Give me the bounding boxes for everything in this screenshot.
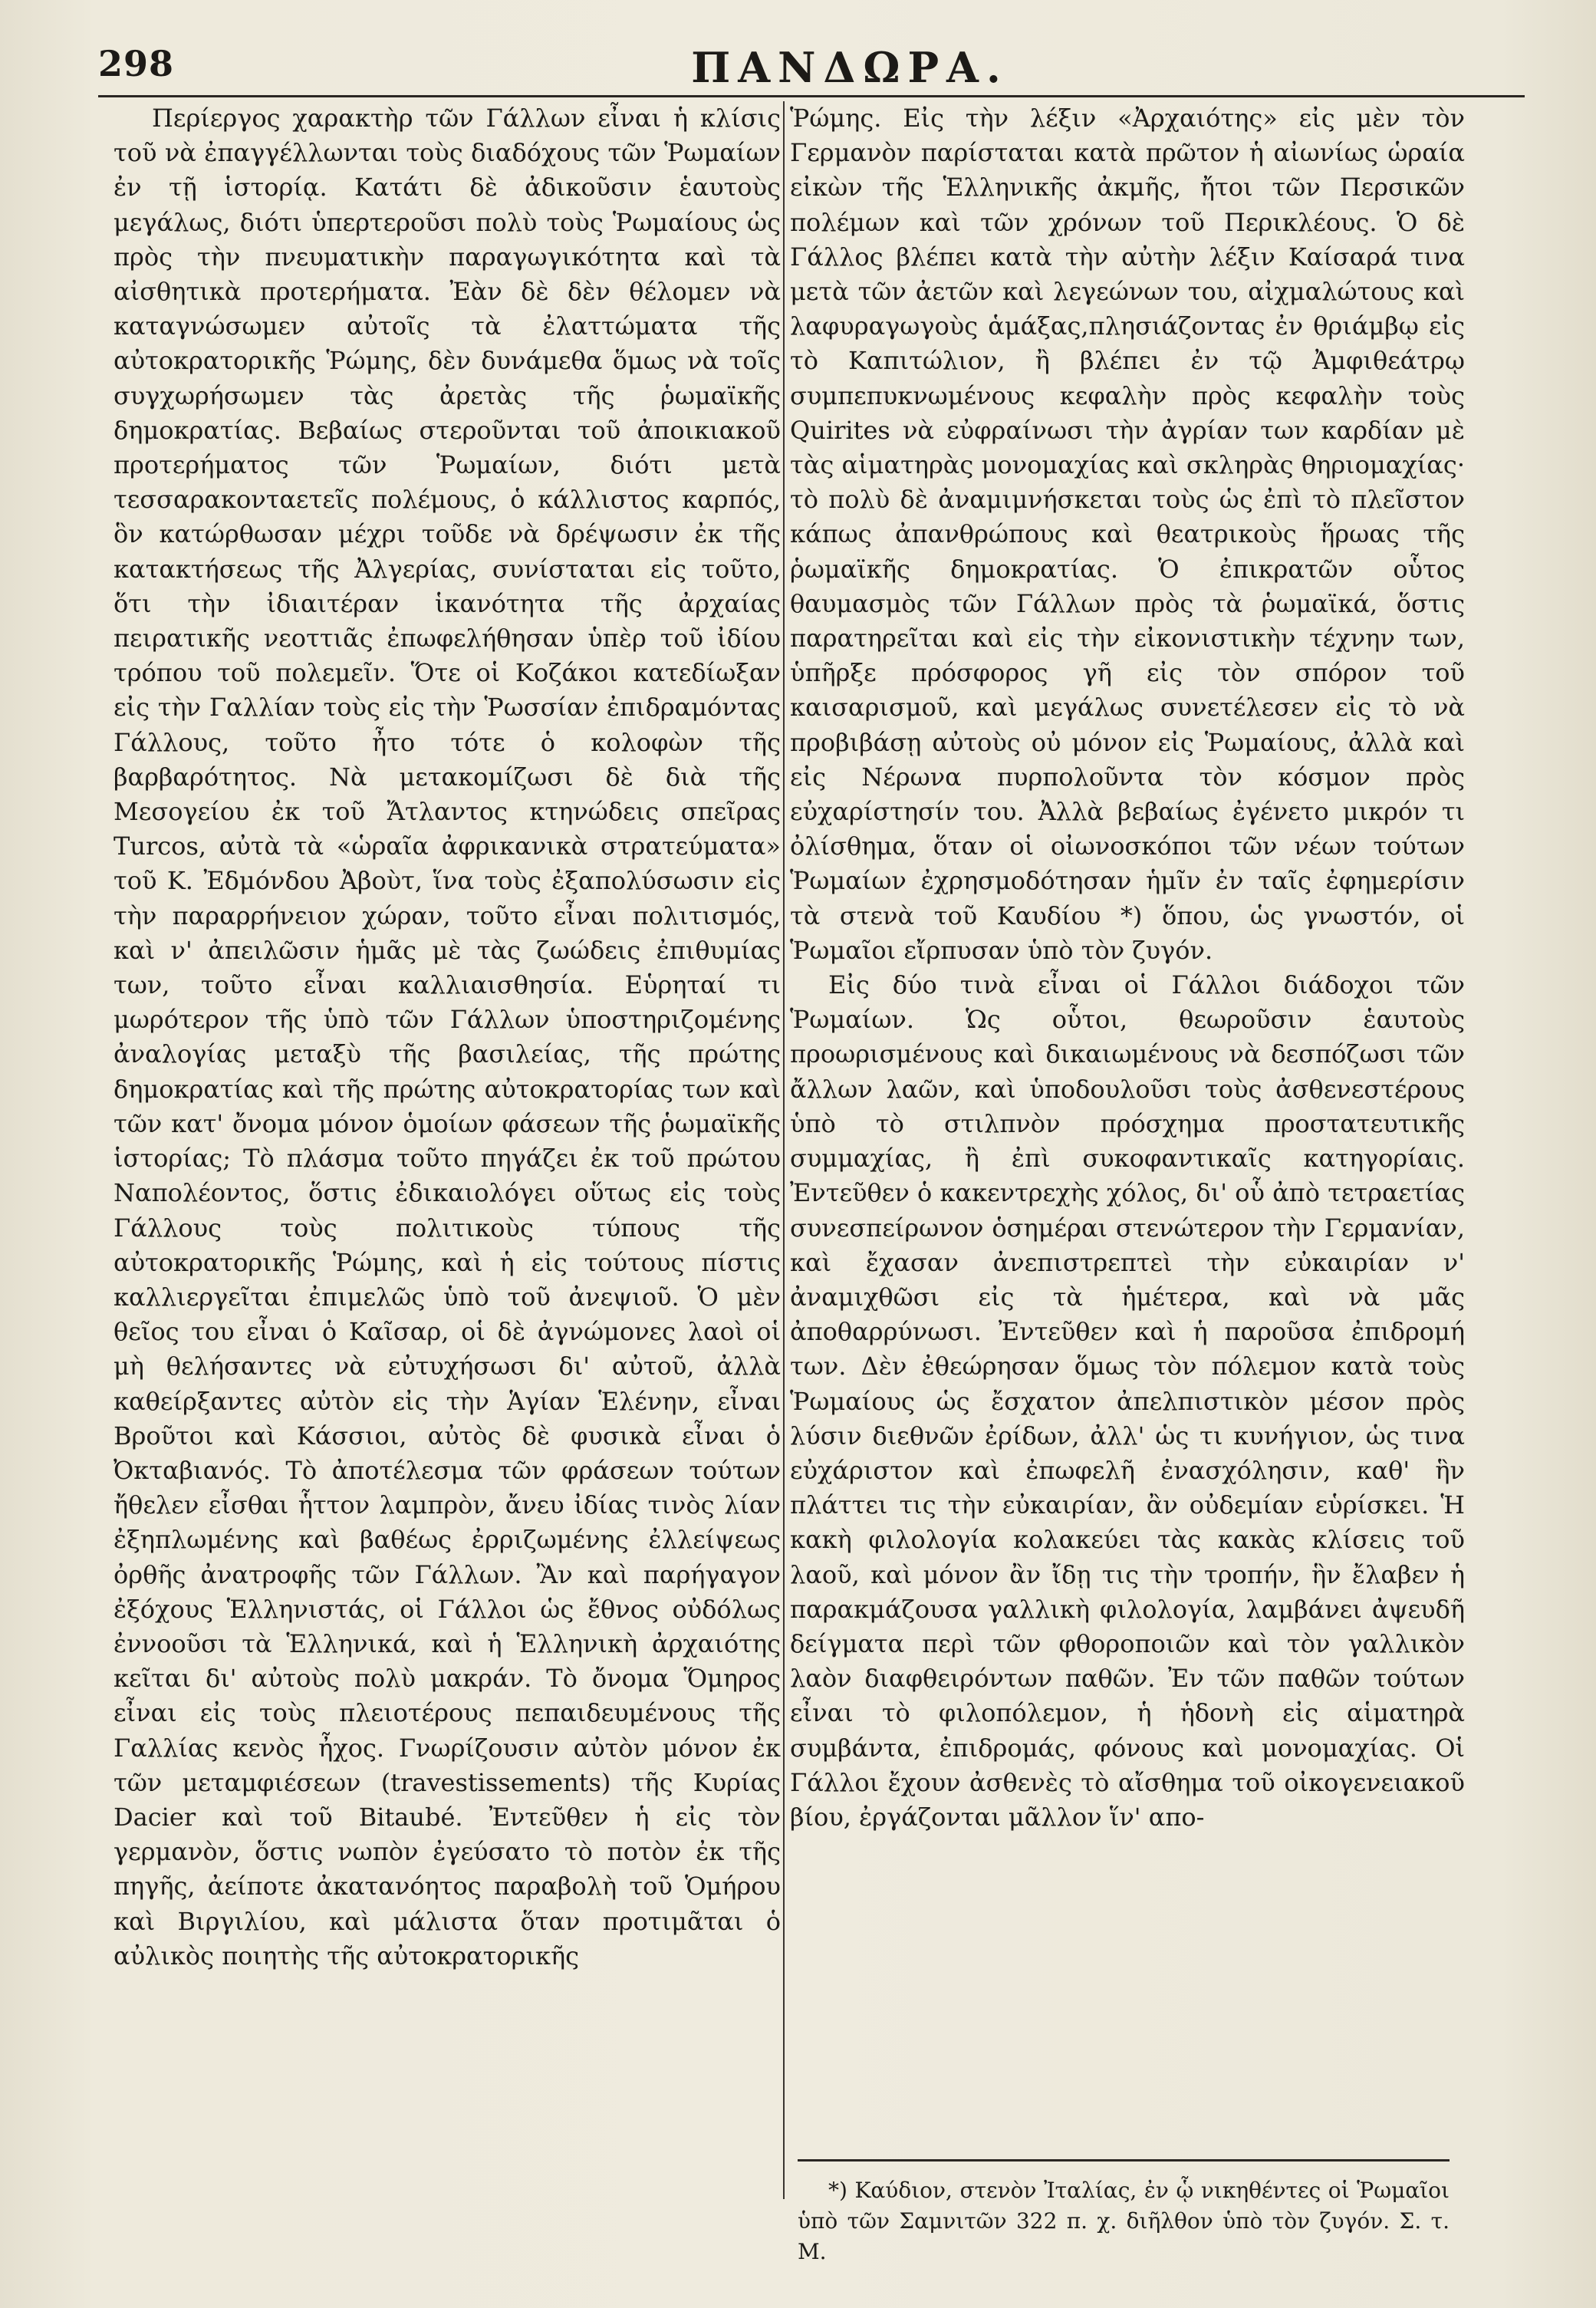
footnote-rule — [798, 2159, 1450, 2161]
column-divider — [783, 101, 785, 2199]
right-paragraph-2: Εἰς δύο τινὰ εἶναι οἱ Γάλλοι διάδοχοι τῶν Ῥωμαίων. Ὡς οὗτοι, θεωροῦσιν ἑαυτοὺς προωρισμένους καὶ δικαιωμένους νὰ δεσπόζωσι τῶν ἄλλων λαῶν, καὶ ὑποδουλοῦσι τοὺς ἀσθενεστέρους ὑπὸ τὸ στιλπνὸν πρόσχημα προστατευτικῆς συμμαχίας, ἢ ἐπὶ συκοφαντικαῖς κατηγορίαις. Ἐντεῦθεν ὁ κακεντρεχὴς χόλος, δι' οὗ ἀπὸ τετραετίας συνεσπείρωνον ὁσημέραι στενώτερον τὴν Γερμανίαν, καὶ ἔχασαν ἀνεπιστρεπτεὶ τὴν εὐκαιρίαν ν' ἀναμιχθῶσι εἰς τὰ ἡμέτερα, καὶ νὰ μᾶς ἀποθαρρύνωσι. Ἐντεῦθεν καὶ ἡ παροῦσα ἐπιδρομή των. Δὲν ἐθεώρησαν ὅμως τὸν πόλεμον κατὰ τοὺς Ῥωμαίους ὡς ἔσχατον ἀπελπιστικὸν μέσον πρὸς λύσιν διεθνῶν ἐρίδων, ἀλλ' ὡς τι κυνήγιον, ὡς τινα εὐχάριστον καὶ ἐπωφελῆ ἐνασχόλησιν, καθ' ἣν πλάττει τις τὴν εὐκαιρίαν, ἂν οὐδεμίαν εὑρίσκει. Ἡ κακὴ φιλολογία κολακεύει τὰς κακὰς κλίσεις τοῦ λαοῦ, καὶ μόνον ἂν ἴδῃ τις τὴν τροπήν, ἣν ἔλαβεν ἡ παρακμάζουσα γαλλικὴ φιλολογία, λαμβάνει ἀψευδῆ δείγματα περὶ τῶν φθοροποιῶν καὶ τὸν γαλλικὸν λαὸν διαφθειρόντων παθῶν. Ἐν τῶν παθῶν τούτων εἶναι τὸ φιλοπόλεμον, ἡ ἡδονὴ εἰς αἱματηρὰ συμβάντα, ἐπιδρομάς, φόνους καὶ μονομαχίας. Οἱ Γάλλοι ἔχουν ἀσθενὲς τὸ αἴσθημα τοῦ οἰκογενειακοῦ βίου, ἐργάζονται μᾶλλον ἵν' απο- — [790, 970, 1465, 1832]
right-paragraph-1: Ῥώμης. Εἰς τὴν λέξιν «Ἀρχαιότης» εἰς μὲν τὸν Γερμανὸν παρίσταται κατὰ πρῶτον ἡ αἰωνίως ὡραία εἰκὼν τῆς Ἑλληνικῆς ἀκμῆς, ἤτοι τῶν Περσικῶν πολέμων καὶ τῶν χρόνων τοῦ Περικλέους. Ὁ δὲ Γάλλος βλέπει κατὰ τὴν αὐτὴν λέξιν Καίσαρά τινα μετὰ τῶν ἀετῶν καὶ λεγεώνων του, αἰχμαλώτους καὶ λαφυραγωγοὺς ἁμάξας,πλησιάζοντας ἐν θριάμβῳ εἰς τὸ Καπιτώλιον, ἢ βλέπει ἐν τῷ Ἀμφιθεάτρῳ συμπεπυκνωμένους κεφαλὴν πρὸς κεφαλὴν τοὺς Quirites νὰ εὐφραίνωσι τὴν ἀγρίαν των καρδίαν μὲ τὰς αἱματηρὰς μονομαχίας καὶ σκληρὰς θηριομαχίας· τὸ πολὺ δὲ ἀναμιμνήσκεται τοὺς ὡς ἐπὶ τὸ πλεῖστον κάπως ἀπανθρώπους καὶ θεατρικοὺς ἥρωας τῆς ῥωμαϊκῆς δημοκρατίας. Ὁ ἐπικρατῶν οὗτος θαυμασμὸς τῶν Γάλλων πρὸς τὰ ῥωμαϊκά, ὅστις παρατηρεῖται καὶ εἰς τὴν εἰκονιστικὴν τέχνην των, ὑπῆρξε πρόσφορος γῆ εἰς τὸν σπόρον τοῦ καισαρισμοῦ, καὶ μεγάλως συνετέλεσεν εἰς τὸ νὰ προβιβάσῃ αὐτοὺς οὐ μόνον εἰς Ῥωμαίους, ἀλλὰ καὶ εἰς Νέρωνα πυρπολοῦντα τὸν κόσμον πρὸς εὐχαρίστησίν του. Ἀλλὰ βεβαίως ἐγένετο μικρόν τι ὀλίσθημα, ὅταν οἱ οἰωνοσκόποι τῶν νέων τούτων Ῥωμαίων ἐχρησμοδότησαν ἡμῖν ἐν ταῖς ἐφημερίσιν τὰ στενὰ τοῦ Καυδίου *) ὅπου, ὡς γνωστόν, οἱ Ῥωμαῖοι εἴρπυσαν ὑπὸ τὸν ζυγόν. — [790, 104, 1465, 965]
header-rule — [98, 95, 1525, 97]
page-number: 298 — [98, 43, 175, 84]
footnote-text: *) Καύδιον, στενὸν Ἰταλίας, ἐν ᾧ νικηθέντες οἱ Ῥωμαῖοι ὑπὸ τῶν Σαμνιτῶν 322 π. χ. διῆλθον ὑπὸ τὸν ζυγόν. Σ. τ. Μ. — [798, 2178, 1450, 2264]
left-paragraph-1: Περίεργος χαρακτὴρ τῶν Γάλλων εἶναι ἡ κλίσις τοῦ νὰ ἐπαγγέλλωνται τοὺς διαδόχους τῶν Ῥωμαίων ἐν τῇ ἱστορίᾳ. Κατάτι δὲ ἀδικοῦσιν ἑαυτοὺς μεγάλως, διότι ὑπερτεροῦσι πολὺ τοὺς Ῥωμαίους ὡς πρὸς τὴν πνευματικὴν παραγωγικότητα καὶ τὰ αἰσθητικὰ προτερήματα. Ἐὰν δὲ δὲν θέλομεν νὰ καταγνώσωμεν αὐτοῖς τὰ ἐλαττώματα τῆς αὐτοκρατορικῆς Ῥώμης, δὲν δυνάμεθα ὅμως νὰ τοῖς συγχωρήσωμεν τὰς ἀρετὰς τῆς ῥωμαϊκῆς δημοκρατίας. Βεβαίως στεροῦνται τοῦ ἀποικιακοῦ προτερήματος τῶν Ῥωμαίων, διότι μετὰ τεσσαρακονταετεῖς πολέμους, ὁ κάλλιστος καρπός, ὃν κατώρθωσαν μέχρι τοῦδε νὰ δρέψωσιν ἐκ τῆς κατακτήσεως τῆς Ἀλγερίας, συνίσταται εἰς τοῦτο, ὅτι τὴν ἰδιαιτέραν ἱκανότητα τῆς ἀρχαίας πειρατικῆς νεοττιᾶς ἐπωφελήθησαν ὑπὲρ τοῦ ἰδίου τρόπου τοῦ πολεμεῖν. Ὅτε οἱ Κοζάκοι κατεδίωξαν εἰς τὴν Γαλλίαν τοὺς εἰς τὴν Ῥωσσίαν ἐπιδραμόντας Γάλλους, τοῦτο ἦτο τότε ὁ κολοφὼν τῆς βαρβαρότητος. Νὰ μετακομίζωσι δὲ διὰ τῆς Μεσογείου ἐκ τοῦ Ἄτλαντος κτηνώδεις σπεῖρας Turcos, αὐτὰ τὰ «ὡραῖα ἀφρικανικὰ στρατεύματα» τοῦ Κ. Ἐδμόνδου Ἀβοὺτ, ἵνα τοὺς ἐξαπολύσωσιν εἰς τὴν παραρρήνειον χώραν, τοῦτο εἶναι πολιτισμός, καὶ ν' ἀπειλῶσιν ἡμᾶς μὲ τὰς ζωώδεις ἐπιθυμίας των, τοῦτο εἶναι καλλιαισθησία. Εὑρηταί τι μωρότερον τῆς ὑπὸ τῶν Γάλλων ὑποστηριζομένης ἀναλογίας μεταξὺ τῆς βασιλείας, τῆς πρώτης δημοκρατίας καὶ τῆς πρώτης αὐτοκρατορίας των καὶ τῶν κατ' ὄνομα μόνον ὁμοίων φάσεων τῆς ῥωμαϊκῆς ἱστορίας; Τὸ πλάσμα τοῦτο πηγάζει ἐκ τοῦ πρώτου Ναπολέοντος, ὅστις ἐδικαιολόγει οὕτως εἰς τοὺς Γάλλους τοὺς πολιτικοὺς τύπους τῆς αὐτοκρατορικῆς Ῥώμης, καὶ ἡ εἰς τούτους πίστις καλλιεργεῖται ἐπιμελῶς ὑπὸ τοῦ ἀνεψιοῦ. Ὁ μὲν θεῖος του εἶναι ὁ Καῖσαρ, οἱ δὲ ἀγνώμονες λαοὶ οἱ μὴ θελήσαντες νὰ εὐτυχήσωσι δι' αὐτοῦ, ἀλλὰ καθείρξαντες αὐτὸν εἰς τὴν Ἁγίαν Ἑλένην, εἶναι Βροῦτοι καὶ Κάσσιοι, αὐτὸς δὲ φυσικὰ εἶναι ὁ Ὀκταβιανός. Τὸ ἀποτέλεσμα τῶν φράσεων τούτων ἤθελεν εἶσθαι ἧττον λαμπρὸν, ἄνευ ἰδίας τινὸς λίαν ἐξηπλωμένης καὶ βαθέως ἐρριζωμένης ἐλλείψεως ὀρθῆς ἀνατροφῆς τῶν Γάλλων. Ἂν καὶ παρήγαγον ἐξόχους Ἑλληνιστάς, οἱ Γάλλοι ὡς ἔθνος οὐδόλως ἐννοοῦσι τὰ Ἑλληνικά, καὶ ἡ Ἑλληνικὴ ἀρχαιότης κεῖται δι' αὐτοὺς πολὺ μακράν. Τὸ ὄνομα Ὅμηρος εἶναι εἰς τοὺς πλειοτέρους πεπαιδευμένους τῆς Γαλλίας κενὸς ἦχος. Γνωρίζουσιν αὐτὸν μόνον ἐκ τῶν μεταμφιέσεων (travestissements) τῆς Κυρίας Dacier καὶ τοῦ Bitaubé. Ἐντεῦθεν ἡ εἰς τὸν γερμανὸν, ὅστις νωπὸν ἐγεύσατο τὸ ποτὸν ἐκ τῆς πηγῆς, ἀείποτε ἀκατανόητος παραβολὴ τοῦ Ὁμήρου καὶ Βιργιλίου, καὶ μάλιστα ὅταν προτιμᾶται ὁ αὐλικὸς ποιητὴς τῆς αὐτοκρατορικῆς — [114, 104, 781, 1971]
left-column — [114, 101, 781, 1974]
right-column — [790, 101, 1465, 1835]
footnote — [798, 2175, 1450, 2267]
running-title: ΠΑΝΔΩΡΑ. — [691, 43, 1009, 92]
page-header — [98, 43, 1525, 97]
